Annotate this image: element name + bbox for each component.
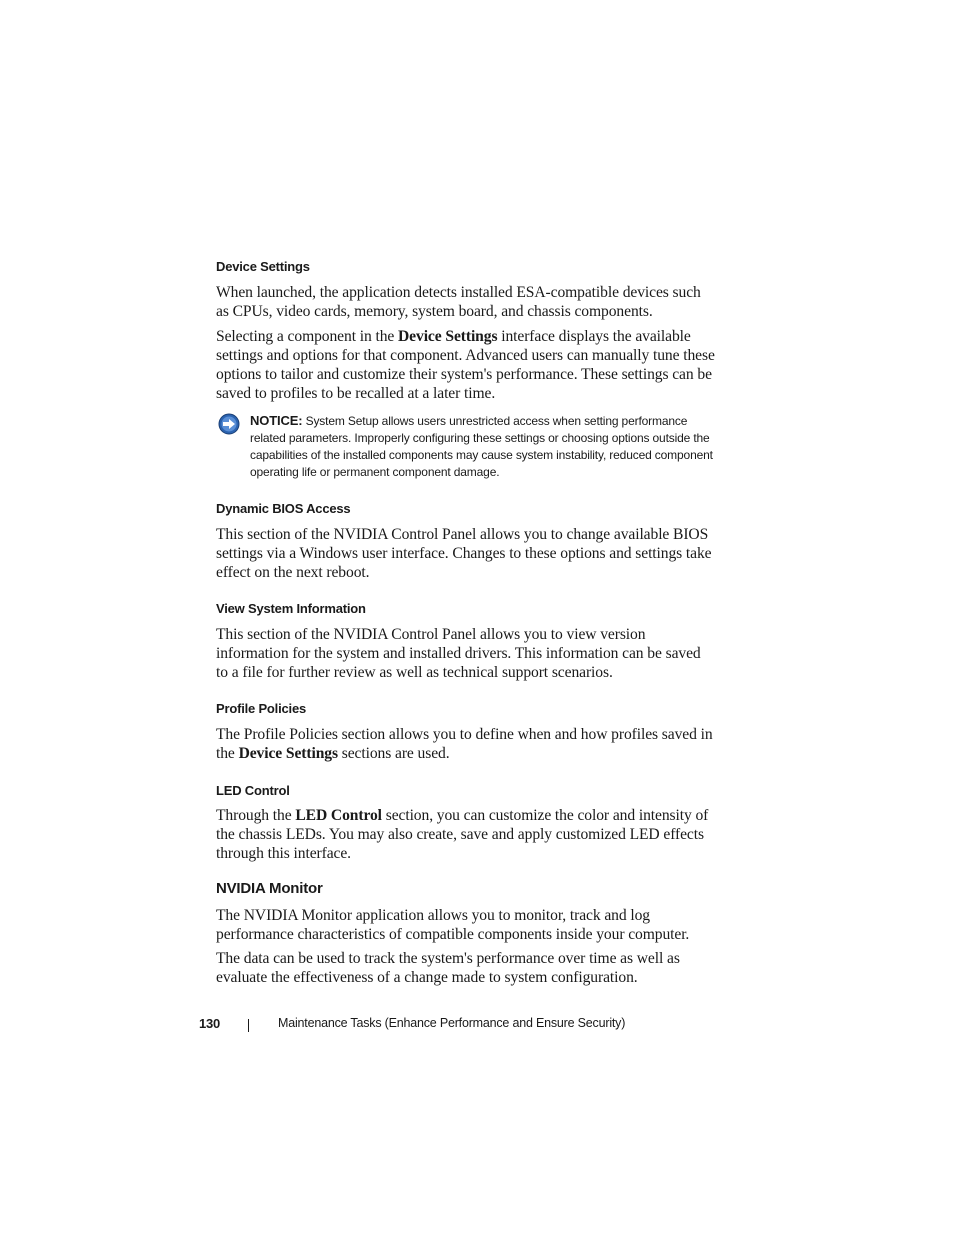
led-control-paragraph: [216, 806, 716, 863]
notice-box: [216, 412, 716, 481]
view-system-paragraph: This section of the NVIDIA Control Panel allows you to view version information for the system and installed drivers. This information can be saved to a file for further review as well as technical support scenarios.: [216, 626, 701, 681]
page-body: [216, 258, 716, 987]
device-settings-paragraph-2: [216, 327, 716, 403]
profile-policies-post: sections are used.: [337, 745, 450, 762]
dynamic-bios-paragraph: This section of the NVIDIA Control Panel allows you to change available BIOS settings via a Windows user interface. Changes to these options and settings take effect on the next reboot.: [216, 526, 712, 581]
heading-view-system-information: View System Information: [216, 601, 366, 616]
profile-policies-bold-term: Device Settings: [238, 745, 338, 762]
device-settings-paragraph-2-pre: Selecting a component in the: [216, 328, 399, 345]
device-settings-paragraph-2-post: interface displays the available settings and options for that component. Advanced users can manually tune these options to tailor and customize their system's performance. These settings can be saved to profiles to be recalled at a later time.: [216, 328, 715, 402]
nvidia-monitor-paragraph-1: The NVIDIA Monitor application allows you to monitor, track and log performance characteristics of compatible components inside your computer.: [216, 907, 690, 943]
profile-policies-pre: The Profile Policies section allows you to define when and how profiles saved in the: [216, 726, 713, 762]
heading-nvidia-monitor: NVIDIA Monitor: [216, 880, 323, 897]
page-number: 130: [199, 1016, 221, 1031]
nvidia-monitor-paragraph-2: The data can be used to track the system's performance over time as well as evaluate the effectiveness of a change made to system configuration.: [216, 950, 680, 986]
notice-label: NOTICE:: [250, 413, 303, 428]
notice-text: System Setup allows users unrestricted access when setting performance related parameters. Improperly configuring these settings or choosing options outside the capabilities of the installed components may cause system instability, reduced component operating life or permanent component damage.: [250, 414, 713, 479]
profile-policies-paragraph: [216, 725, 716, 763]
notice-arrow-icon: [218, 413, 240, 435]
footer-chapter-title: Maintenance Tasks (Enhance Performance and Ensure Security): [278, 1016, 626, 1030]
led-control-post: section, you can customize the color and intensity of the chassis LEDs. You may also create, save and apply customized LED effects through this interface.: [216, 807, 709, 862]
heading-dynamic-bios-access: Dynamic BIOS Access: [216, 501, 351, 516]
heading-led-control: LED Control: [216, 783, 290, 798]
heading-profile-policies: Profile Policies: [216, 701, 307, 716]
led-control-bold-term: LED Control: [295, 807, 382, 824]
device-settings-bold-term: Device Settings: [398, 328, 498, 345]
led-control-pre: Through the: [216, 807, 296, 824]
device-settings-paragraph-1: When launched, the application detects installed ESA-compatible devices such as CPUs, video cards, memory, system board, and chassis components.: [216, 284, 701, 320]
heading-device-settings: Device Settings: [216, 259, 310, 274]
page-footer: [199, 1016, 659, 1034]
footer-separator: [248, 1019, 249, 1032]
